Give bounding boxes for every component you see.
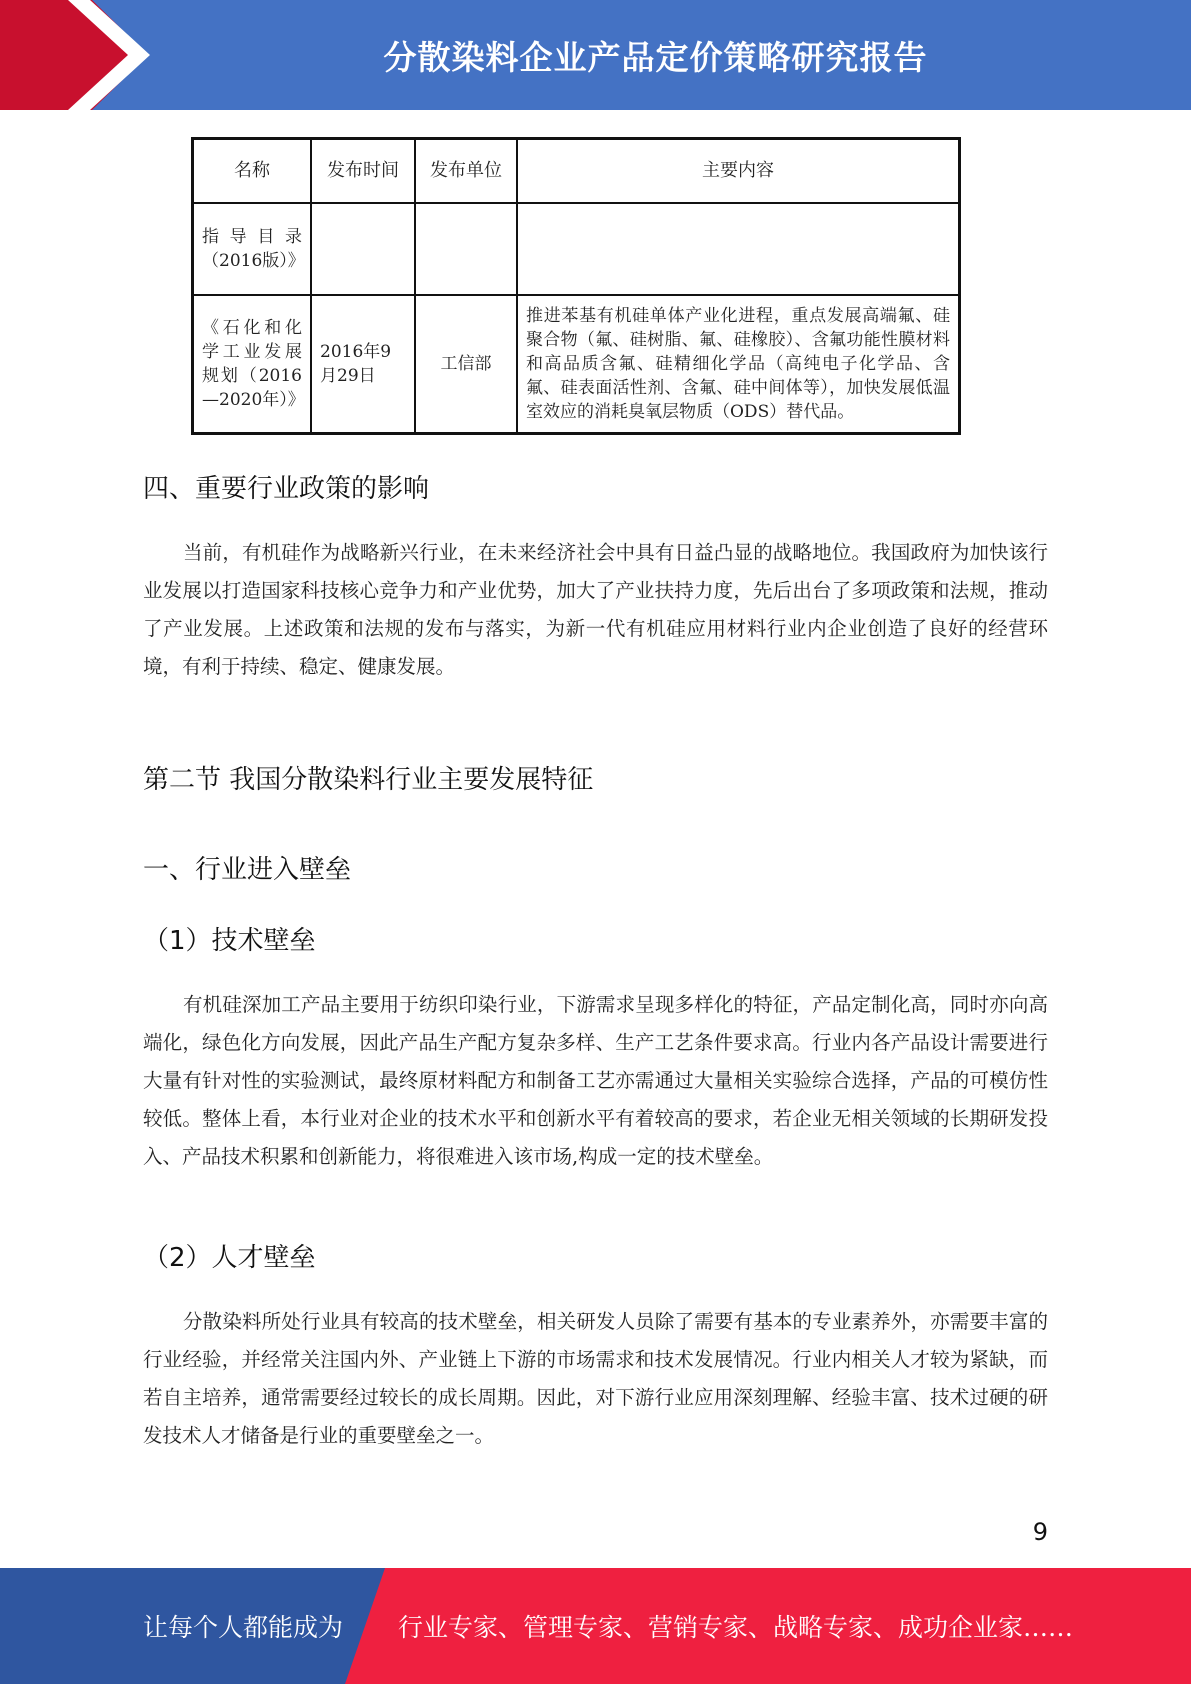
column-header-date: 发布时间: [311, 139, 415, 204]
table-row: [193, 203, 960, 295]
cell-content: [517, 203, 960, 295]
chapter-heading: 第二节 我国分散染料行业主要发展特征: [143, 765, 594, 795]
cell-unit: 工信部: [415, 295, 517, 434]
page-number: 9: [1032, 1518, 1048, 1546]
section-heading-entry-barriers: 一、行业进入壁垒: [143, 855, 352, 885]
table-header-row: [193, 139, 960, 204]
page-footer: [0, 1568, 1191, 1684]
column-header-unit: 发布单位: [415, 139, 517, 204]
footer-slogan-left: 让每个人都能成为: [143, 1613, 344, 1642]
table-row: [193, 295, 960, 434]
cell-unit: [415, 203, 517, 295]
paragraph-policy-impact: 当前，有机硅作为战略新兴行业，在未来经济社会中具有日益凸显的战略地位。我国政府为加快该行业发展以打造国家科技核心竞争力和产业优势，加大了产业扶持力度，先后出台了多项政策和法规，推动了产业发展。上述政策和法规的发布与落实，为新一代有机硅应用材料行业内企业创造了良好的经营环境，有利于持续、稳定、健康发展。: [143, 541, 1048, 678]
cell-date: [311, 203, 415, 295]
report-title: 分散染料企业产品定价策略研究报告: [383, 37, 928, 77]
subheading-talent-barrier: （2）人才壁垒: [143, 1243, 316, 1273]
paragraph-tech-barrier: 有机硅深加工产品主要用于纺织印染行业，下游需求呈现多样化的特征，产品定制化高，同时亦向高端化，绿色化方向发展，因此产品生产配方复杂多样、生产工艺条件要求高。行业内各产品设计需要进行大量有针对性的实验测试，最终原材料配方和制备工艺亦需通过大量相关实验综合选择，产品的可模仿性较低。整体上看，本行业对企业的技术水平和创新水平有着较高的要求，若企业无相关领域的长期研发投入、产品技术积累和创新能力，将很难进入该市场,构成一定的技术壁垒。: [143, 993, 1048, 1168]
cell-content: 推进苯基有机硅单体产业化进程，重点发展高端氟、硅聚合物（氟、硅树脂、氟、硅橡胶）、含氟功能性膜材料和高品质含氟、硅精细化学品（高纯电子化学品、含氟、硅表面活性剂、含氟、硅中间体等），加快发展低温室效应的消耗臭氧层物质（ODS）替代品。: [517, 295, 960, 434]
cell-date: 2016年9月29日: [311, 295, 415, 434]
page-header: [0, 0, 1191, 110]
cell-name: 《石化和化学工业发展规划（2016—2020年）》: [193, 295, 312, 434]
column-header-name: 名称: [193, 139, 312, 204]
policy-table: [191, 137, 961, 435]
section-heading-policy-impact: 四、重要行业政策的影响: [143, 474, 430, 504]
footer-slogan-right: 行业专家、管理专家、营销专家、战略专家、成功企业家……: [398, 1613, 1074, 1642]
subheading-tech-barrier: （1）技术壁垒: [143, 926, 316, 956]
paragraph-talent-barrier: 分散染料所处行业具有较高的技术壁垒，相关研发人员除了需要有基本的专业素养外，亦需要丰富的行业经验，并经常关注国内外、产业链上下游的市场需求和技术发展情况。行业内相关人才较为紧缺，而若自主培养，通常需要经过较长的成长周期。因此，对下游行业应用深刻理解、经验丰富、技术过硬的研发技术人才储备是行业的重要壁垒之一。: [143, 1310, 1048, 1447]
cell-name: 指导目录（2016版）》: [193, 203, 312, 295]
column-header-content: 主要内容: [517, 139, 960, 204]
